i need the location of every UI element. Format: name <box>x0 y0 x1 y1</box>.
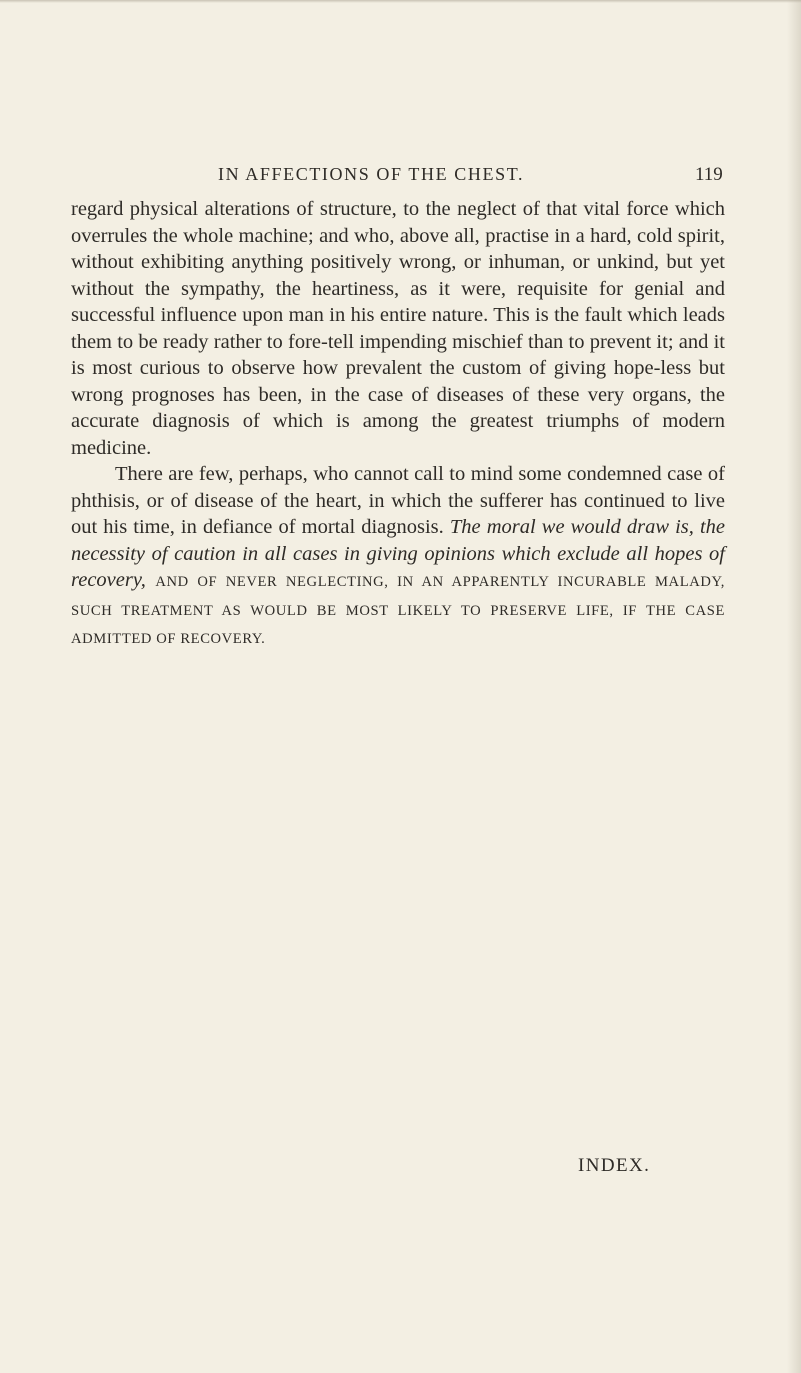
running-head <box>0 164 801 190</box>
paragraph-2-plain: There are few, perhaps, who cannot call to mind some condemned case of phthisis, or of disease of the heart, in which the sufferer has continued to live out his time, in defiance of mortal diagnosis. <box>71 463 725 538</box>
page-top-edge <box>0 0 801 3</box>
paragraph-2-italic: The moral we would draw is, the necessity of caution in all cases in giving opinions which exclude all hopes of recovery, <box>71 516 726 591</box>
running-title: IN AFFECTIONS OF THE CHEST. <box>218 164 525 184</box>
page-number: 119 <box>695 164 723 185</box>
index-label: INDEX. <box>578 1155 651 1176</box>
paragraph-2 <box>71 461 725 653</box>
paragraph-2-small-caps: AND OF NEVER NEGLECTING, IN AN APPARENTLY INCURABLE MALADY, SUCH TREATMENT AS WOULD BE MOST LIKELY TO PRESERVE LIFE, IF THE CASE ADMITTED OF RECOVERY. <box>71 574 725 647</box>
page-right-edge-shadow <box>787 0 801 1373</box>
paragraph-1: regard physical alterations of structure, to the neglect of that vital force which overrules the whole machine; and who, above all, practise in a hard, cold spirit, without exhibiting anything positively wrong, or inhuman, or unkind, but yet without the sympathy, the heartiness, as it were, requisite for genial and successful influence upon man in his entire nature. This is the fault which leads them to be ready rather to fore-tell impending mischief than to prevent it; and it is most curious to observe how prevalent the custom of giving hope-less but wrong prognoses has been, in the case of diseases of these very organs, the accurate diagnosis of which is among the greatest triumphs of modern medicine. <box>71 198 725 459</box>
body-text <box>71 196 725 653</box>
